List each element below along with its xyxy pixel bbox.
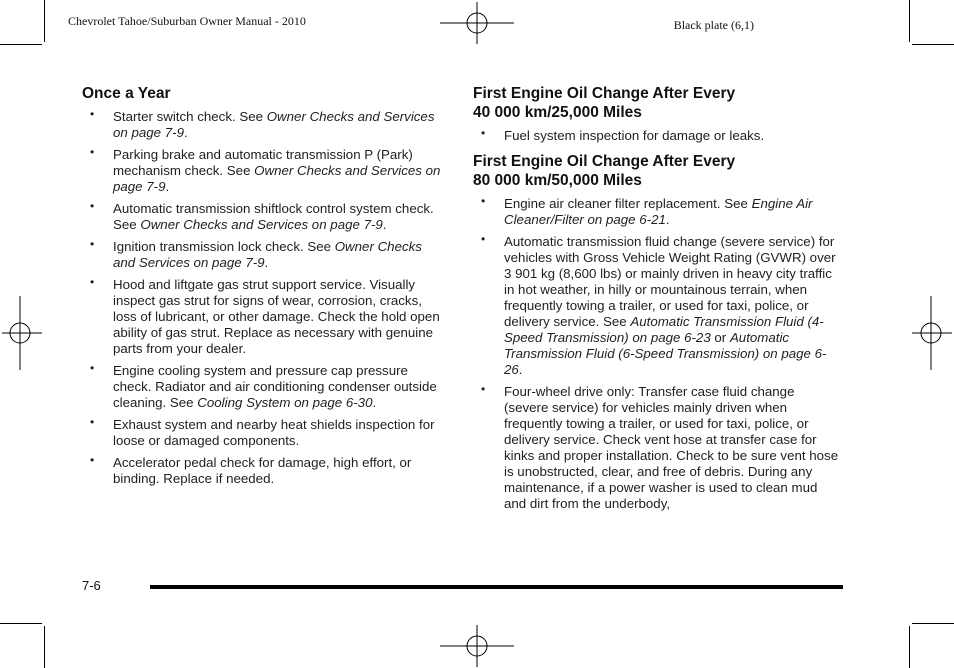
list-item xyxy=(82,455,446,487)
bullet-icon: • xyxy=(90,453,95,467)
list-item xyxy=(82,363,446,411)
list-item xyxy=(82,109,446,141)
crop-mark xyxy=(912,623,954,624)
item-tail: . xyxy=(183,125,188,140)
list-item xyxy=(82,201,446,233)
heading-line: First Engine Oil Change After Every xyxy=(473,85,736,102)
cross-reference: Owner Checks and Services on page 7-9 xyxy=(113,163,441,194)
bullet-icon: • xyxy=(90,107,95,121)
heading-line: 40 000 km/25,000 Miles xyxy=(473,104,642,121)
list-item xyxy=(473,384,839,512)
bullet-icon: • xyxy=(90,145,95,159)
bullet-icon: • xyxy=(481,126,486,140)
crop-mark xyxy=(44,0,45,42)
crop-mark xyxy=(0,44,42,45)
registration-mark-left xyxy=(2,296,42,370)
item-connector: or xyxy=(710,330,730,345)
bullet-icon: • xyxy=(90,415,95,429)
item-text: Parking brake and automatic transmission P (Park) mechanism check. See xyxy=(113,147,413,178)
item-text: Automatic transmission fluid change (severe service) for vehicles with Gross Vehicle Weight Rating (GVWR) over 3 901 kg (8,600 lbs) or mainly driven in heavy city traffic in hot weather, in hilly or mountainous terrain, when frequently towing a trailer, or used for taxi, police, or delivery service. See xyxy=(504,234,836,329)
item-text: Engine cooling system and pressure cap pressure check. Radiator and air conditioning condenser outside cleaning. See xyxy=(113,363,437,410)
cross-reference: Engine Air Cleaner/Filter on page 6-21 xyxy=(504,196,813,227)
bullet-icon: • xyxy=(90,275,95,289)
cross-reference: Owner Checks and Services on page 7-9 xyxy=(113,239,422,270)
left-column xyxy=(82,84,446,493)
cross-reference: Cooling System on page 6-30 xyxy=(197,395,373,410)
list-item xyxy=(473,196,839,228)
list-item xyxy=(82,239,446,271)
item-tail: . xyxy=(382,217,387,232)
crop-mark xyxy=(912,44,954,45)
crop-mark xyxy=(0,623,42,624)
bullet-icon: • xyxy=(481,232,486,246)
section-heading-once-a-year: Once a Year xyxy=(82,85,171,102)
item-text: Engine air cleaner filter replacement. See xyxy=(504,196,752,211)
list-item xyxy=(473,128,839,144)
item-text: Ignition transmission lock check. See xyxy=(113,239,335,254)
bullet-icon: • xyxy=(90,237,95,251)
item-tail: . xyxy=(264,255,269,270)
once-a-year-list xyxy=(82,109,446,487)
bullet-icon: • xyxy=(481,194,486,208)
plate-label: Black plate (6,1) xyxy=(673,18,754,32)
registration-mark-top xyxy=(440,2,514,44)
bullet-icon: • xyxy=(90,361,95,375)
heading-line: First Engine Oil Change After Every xyxy=(473,153,736,170)
item-tail: . xyxy=(518,362,523,377)
section-heading-80000km xyxy=(473,152,839,190)
item-text: Fuel system inspection for damage or leaks. xyxy=(504,128,765,143)
item-text: Four-wheel drive only: Transfer case fluid change (severe service) for vehicles mainly driven when frequently towing a trailer, or used for taxi, police, or delivery service. Check vent hose at transfer case for kinks and proper installation. Check to be sure vent hose is unobstructed, clear, and free of debris. During any maintenance, if a power washer is used to clean mud and dirt from the underbody, xyxy=(504,384,839,511)
cross-reference: Automatic Transmission Fluid (6-Speed Transmission) on page 6-26 xyxy=(504,330,827,377)
item-text: Accelerator pedal check for damage, high effort, or binding. Replace if needed. xyxy=(113,455,412,486)
page-number: 7-6 xyxy=(82,578,101,593)
interval-40000km-list xyxy=(473,128,839,144)
bullet-icon: • xyxy=(481,382,486,396)
footer-rule xyxy=(150,585,843,589)
crop-mark xyxy=(909,0,910,42)
registration-mark-right xyxy=(912,296,952,370)
crop-mark xyxy=(909,626,910,668)
interval-80000km-list xyxy=(473,196,839,512)
list-item xyxy=(82,417,446,449)
heading-line: 80 000 km/50,000 Miles xyxy=(473,172,642,189)
cross-reference: Owner Checks and Services on page 7-9 xyxy=(140,217,383,232)
item-text: Hood and liftgate gas strut support service. Visually inspect gas strut for signs of wear, corrosion, cracks, loss of lubricant, or other damage. Check the hold open ability of gas strut. Replace as necessary with genuine parts from your dealer. xyxy=(113,277,440,356)
document-title: Chevrolet Tahoe/Suburban Owner Manual - 2010 xyxy=(68,14,306,28)
right-column xyxy=(473,84,839,518)
item-tail: . xyxy=(665,212,670,227)
list-item xyxy=(473,234,839,378)
cross-reference: Owner Checks and Services on page 7-9 xyxy=(113,109,435,140)
item-text: Starter switch check. See xyxy=(113,109,267,124)
bullet-icon: • xyxy=(90,199,95,213)
cross-reference: Automatic Transmission Fluid (4-Speed Transmission) on page 6-23 xyxy=(504,314,824,345)
section-heading-40000km xyxy=(473,84,839,122)
item-tail: . xyxy=(372,395,377,410)
item-text: Exhaust system and nearby heat shields inspection for loose or damaged components. xyxy=(113,417,435,448)
list-item xyxy=(82,147,446,195)
item-text: Automatic transmission shiftlock control system check. See xyxy=(113,201,434,232)
list-item xyxy=(82,277,446,357)
registration-mark-bottom xyxy=(440,625,514,667)
item-tail: . xyxy=(165,179,170,194)
crop-mark xyxy=(44,626,45,668)
